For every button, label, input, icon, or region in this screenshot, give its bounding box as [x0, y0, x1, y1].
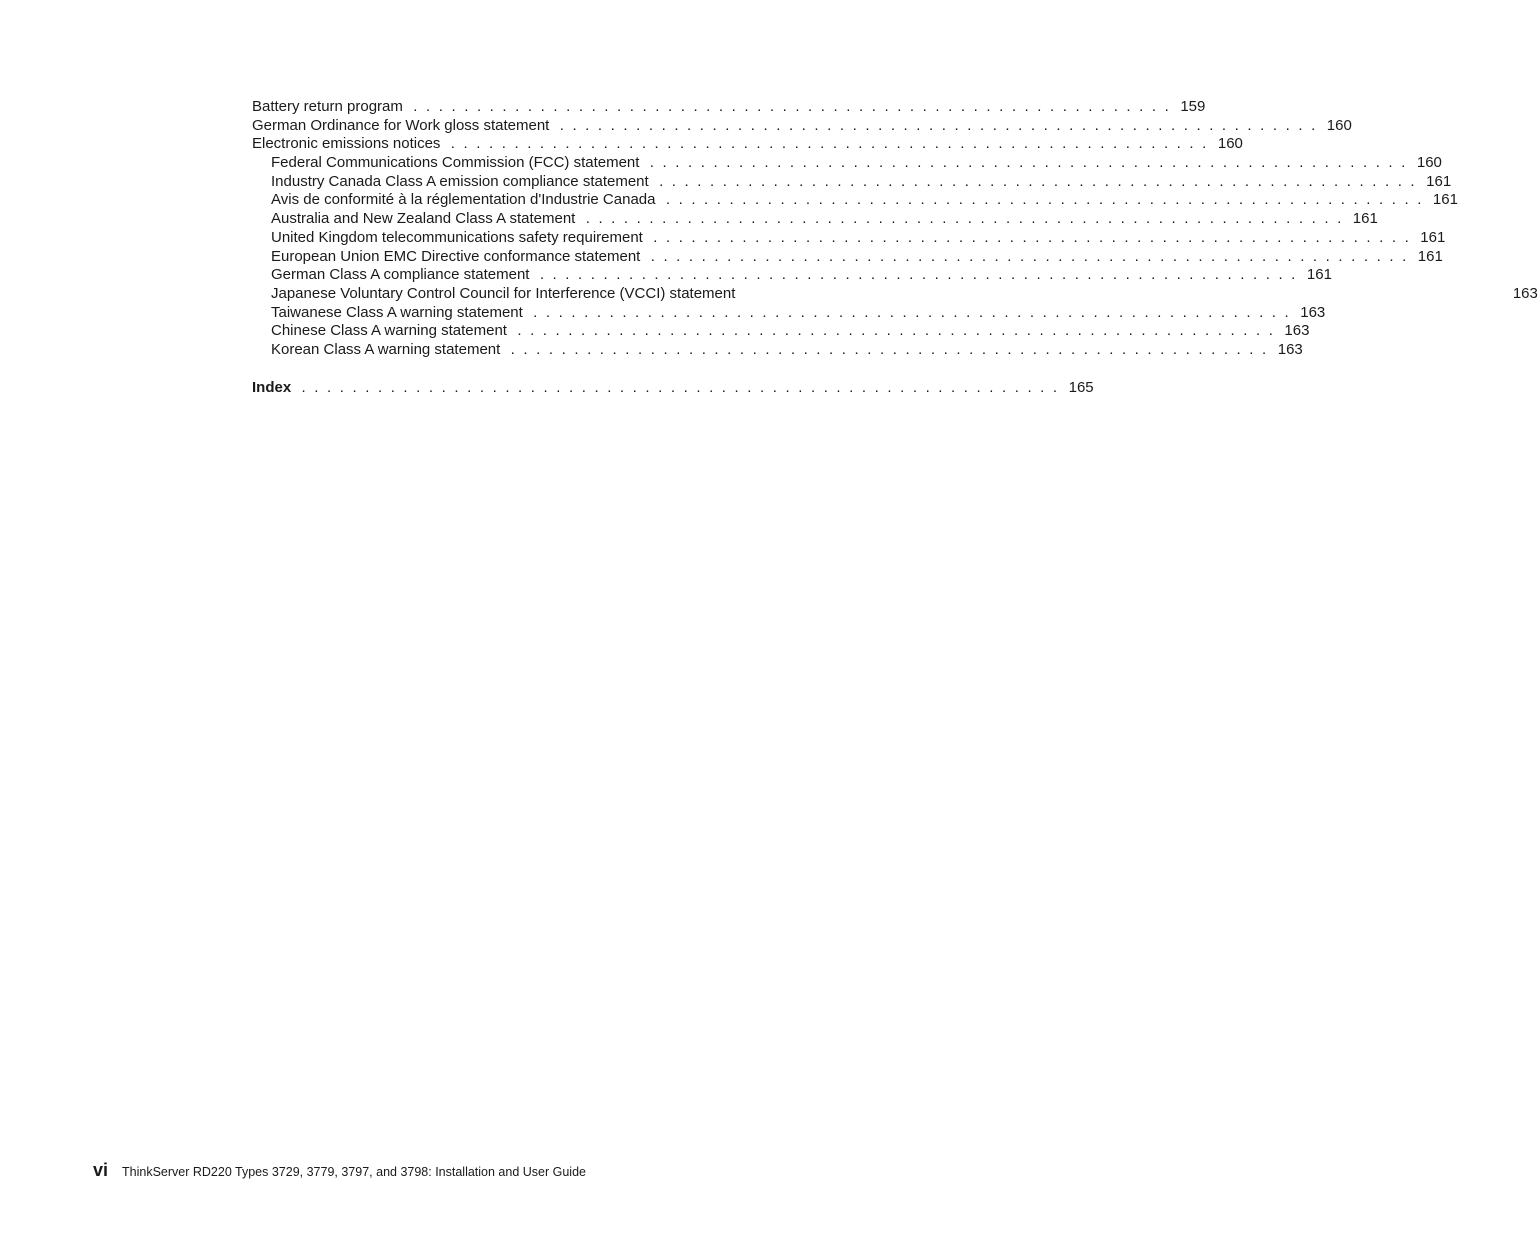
toc-entry-page: 163 [1277, 340, 1303, 358]
toc-entry[interactable] [252, 303, 1326, 323]
dot-leader: . . . . . . . . . . . . . . . . . . . . . . . . . . . . . . . . . . . . . . . . . . . . . . . . . . . . . . . . . . . . [510, 322, 1282, 340]
dot-leader: . . . . . . . . . . . . . . . . . . . . . . . . . . . . . . . . . . . . . . . . . . . . . . . . . . . . . . . . . . . . [553, 116, 1324, 134]
toc-entry-page: 163 [1284, 322, 1310, 340]
toc-entry-index[interactable] [252, 378, 1094, 398]
toc-entry-page: 163 [1300, 303, 1326, 321]
toc-entry-title: United Kingdom telecommunications safety requirement [271, 228, 643, 246]
toc-entry-title: Korean Class A warning statement [271, 340, 501, 358]
toc-entry-page: 160 [1217, 135, 1243, 153]
toc-entry-page: 160 [1416, 154, 1442, 172]
dot-leader: . . . . . . . . . . . . . . . . . . . . . . . . . . . . . . . . . . . . . . . . . . . . . . . . . . . . . . . . . . . . [646, 228, 1418, 246]
toc-entry[interactable] [252, 191, 1458, 210]
toc-entry[interactable] [252, 284, 1538, 304]
toc-entry[interactable] [252, 247, 1443, 267]
toc-entries [252, 98, 1538, 360]
toc-entry-page: 161 [1426, 172, 1452, 190]
toc-entry-page: 159 [1180, 98, 1206, 115]
toc-entry-title: German Class A compliance statement [271, 266, 530, 284]
dot-leader: . . . . . . . . . . . . . . . . . . . . . . . . . . . . . . . . . . . . . . . . . . . . . . . . . . . . . . . . . . . . [295, 378, 1066, 396]
toc-entry[interactable] [252, 98, 1206, 117]
toc-entry-title: German Ordinance for Work gloss statement [252, 116, 550, 134]
toc-entry-title: Industry Canada Class A emission compliance statement [271, 172, 649, 190]
toc-entry[interactable] [252, 116, 1352, 136]
toc-entry[interactable] [252, 135, 1243, 154]
toc-entry[interactable] [252, 266, 1332, 285]
toc-entry[interactable] [252, 172, 1452, 192]
toc-entry[interactable] [252, 210, 1378, 229]
toc-entry-title: Federal Communications Commission (FCC) statement [271, 154, 640, 172]
dot-leader: . . . . . . . . . . . . . . . . . . . . . . . . . . . . . . . . . . . . . . . . . . . . . . . . . . . . . . . . . . . . [504, 340, 1275, 358]
dot-leader: . . . . . . . . . . . . . . . . . . . . . . . . . . . . . . . . . . . . . . . . . . . . . . . . . . . . . . . . . . . . [579, 210, 1350, 228]
toc-entry-page: 161 [1352, 210, 1378, 228]
dot-leader: . . . . . . . . . . . . . . . . . . . . . . . . . . . . . . . . . . . . . . . . . . . . . . . . . . . . . . . . . . . . [644, 247, 1415, 265]
toc-entry[interactable] [252, 228, 1446, 248]
toc-entry-page: 165 [1068, 378, 1094, 396]
toc-entry-page: 161 [1432, 191, 1458, 209]
dot-leader: . . . . . . . . . . . . . . . . . . . . . . . . . . . . . . . . . . . . . . . . . . . . . . . . . . . . . . . . . . . . [659, 191, 1430, 209]
toc-entry-title: Australia and New Zealand Class A statement [271, 210, 576, 228]
dot-leader: . . . . . . . . . . . . . . . . . . . . . . . . . . . . . . . . . . . . . . . . . . . . . . . . . . . . . . . . . . . . [652, 172, 1424, 190]
page-number: vi [93, 1160, 109, 1180]
toc-entry-page: 161 [1420, 228, 1446, 246]
toc-entry-page: 161 [1417, 247, 1443, 265]
table-of-contents [252, 98, 1538, 397]
toc-entry-title: Electronic emissions notices [252, 135, 441, 153]
toc-entry-page: 161 [1306, 266, 1332, 284]
toc-entry-title: Japanese Voluntary Control Council for Interference (VCCI) statement [271, 284, 736, 302]
dot-leader: . . . . . . . . . . . . . . . . . . . . . . . . . . . . . . . . . . . . . . . . . . . . . . . . . . . . . . . . . . . . [526, 303, 1298, 321]
toc-entry[interactable] [252, 154, 1442, 173]
toc-entry-title: Index [252, 378, 292, 396]
document-title: ThinkServer RD220 Types 3729, 3779, 3797, and 3798: Installation and User Guide [122, 1165, 586, 1179]
toc-spacer [252, 360, 840, 379]
dot-leader: . . . . . . . . . . . . . . . . . . . . . . . . . . . . . . . . . . . . . . . . . . . . . . . . . . . . . . . . . . . . [533, 266, 1304, 284]
toc-entry[interactable] [252, 322, 1310, 341]
dot-leader: . . . . . . . . . . . . . . . . . . . . . . . . . . . . . . . . . . . . . . . . . . . . . . . . . . . . . . . . . . . . [406, 98, 1178, 115]
dot-leader: . . . . . . . . . . . . . . . . . . . . . . . . . . . . . . . . . . . . . . . . . . . . . . . . . . . . . . . . . . . . [643, 154, 1414, 172]
toc-entry-page: 160 [1326, 116, 1352, 134]
toc-entry-title: Battery return program [252, 98, 403, 115]
toc-entry-title: European Union EMC Directive conformance statement [271, 247, 641, 265]
toc-entry-title: Avis de conformité à la réglementation d'Industrie Canada [271, 191, 656, 209]
dot-leader: . . . . . . . . . . . . . . . . . . . . . . . . . . . . . . . . . . . . . . . . . . . . . . . . . . . . . . . . . . . . [444, 135, 1215, 153]
toc-entry-title: Chinese Class A warning statement [271, 322, 507, 340]
page-footer [93, 1160, 586, 1181]
toc-entry-page: 163 [1512, 284, 1538, 302]
toc-entry[interactable] [252, 340, 1303, 360]
toc-entry-title: Taiwanese Class A warning statement [271, 303, 523, 321]
